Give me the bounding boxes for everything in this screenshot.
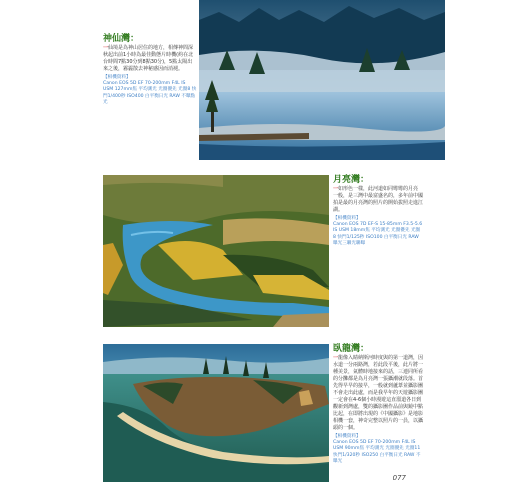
section-title: 月亮灣： (333, 175, 370, 185)
section-shenxian-text (103, 34, 197, 106)
section-moon-text (333, 175, 423, 247)
camera-meta: 【相機資料】 Canon EOS 5D EF 70-200mm F4L IS USM 127mm焦 平均測光 光圈優先 光圈8 快門1/400秒 ISO400 白平衡日光 RAW 不曝點光 (103, 75, 197, 105)
section-wolong-text (333, 344, 425, 465)
page-number: 077 (392, 474, 406, 482)
section-body: 一仙境是為神山居住的地方，相傳神問深秋起出前1小時為最佳動態片時機(約在北台時間7點30分到8點30分)，5點太陽出來之後，霧霾散去神秘感因而消褪。 (103, 45, 194, 72)
section-title: 神仙灣： (103, 34, 140, 44)
section-body: 一如形色一樣，此河道如同彎彎的月亮一般，是三灣中最富盛名的，多年前中國拍是最的月亮灣的照片的開始拔照走進江湖。 (333, 186, 424, 213)
camera-meta: 【相機資料】 Canon EOS 7D EF-S 15-85mm F3.5-5.6 IS USM 18mm焦 平均測光 光圈優先 光圈8 快門1/125秒 ISO100 白平衡日光 RAW 曝光三聯光聯曝 (333, 216, 423, 246)
camera-meta: 【相機資料】 Canon EOS 5D EF 70-200mm F4L IS USM 90mm焦 平均測光 光圈優先 光圈11 快門1/320秒 ISO250 白平衡日光 RAW 不曝光 (333, 434, 421, 464)
photo-moon-bay (103, 175, 329, 327)
section-body: 一龍像入睛納斯河時度與的第一道灣，因水道一分兩路灣，若此段平後，此片將一種美景，氣體時地接來的話，三連同所看的分攤都是為月亮灣一張攝潮就段落。首先得早早的接早，一般就到蘆葦並攝影團不會走出此處，而是我早年的天遊攝影團一定會在4-6個小時漫遊這直溜道各日到觀新到灣處，雙的攝影團作品前與鏡中點比起，在即將出現的《中國攝影》是地影相機一套，神奇完整以照片的一員，以攝頭的一個。 (333, 355, 424, 431)
photo-wolong-bay (103, 344, 329, 482)
section-title: 臥龍灣： (333, 344, 370, 354)
photo-shenxian-bay (199, 0, 445, 160)
